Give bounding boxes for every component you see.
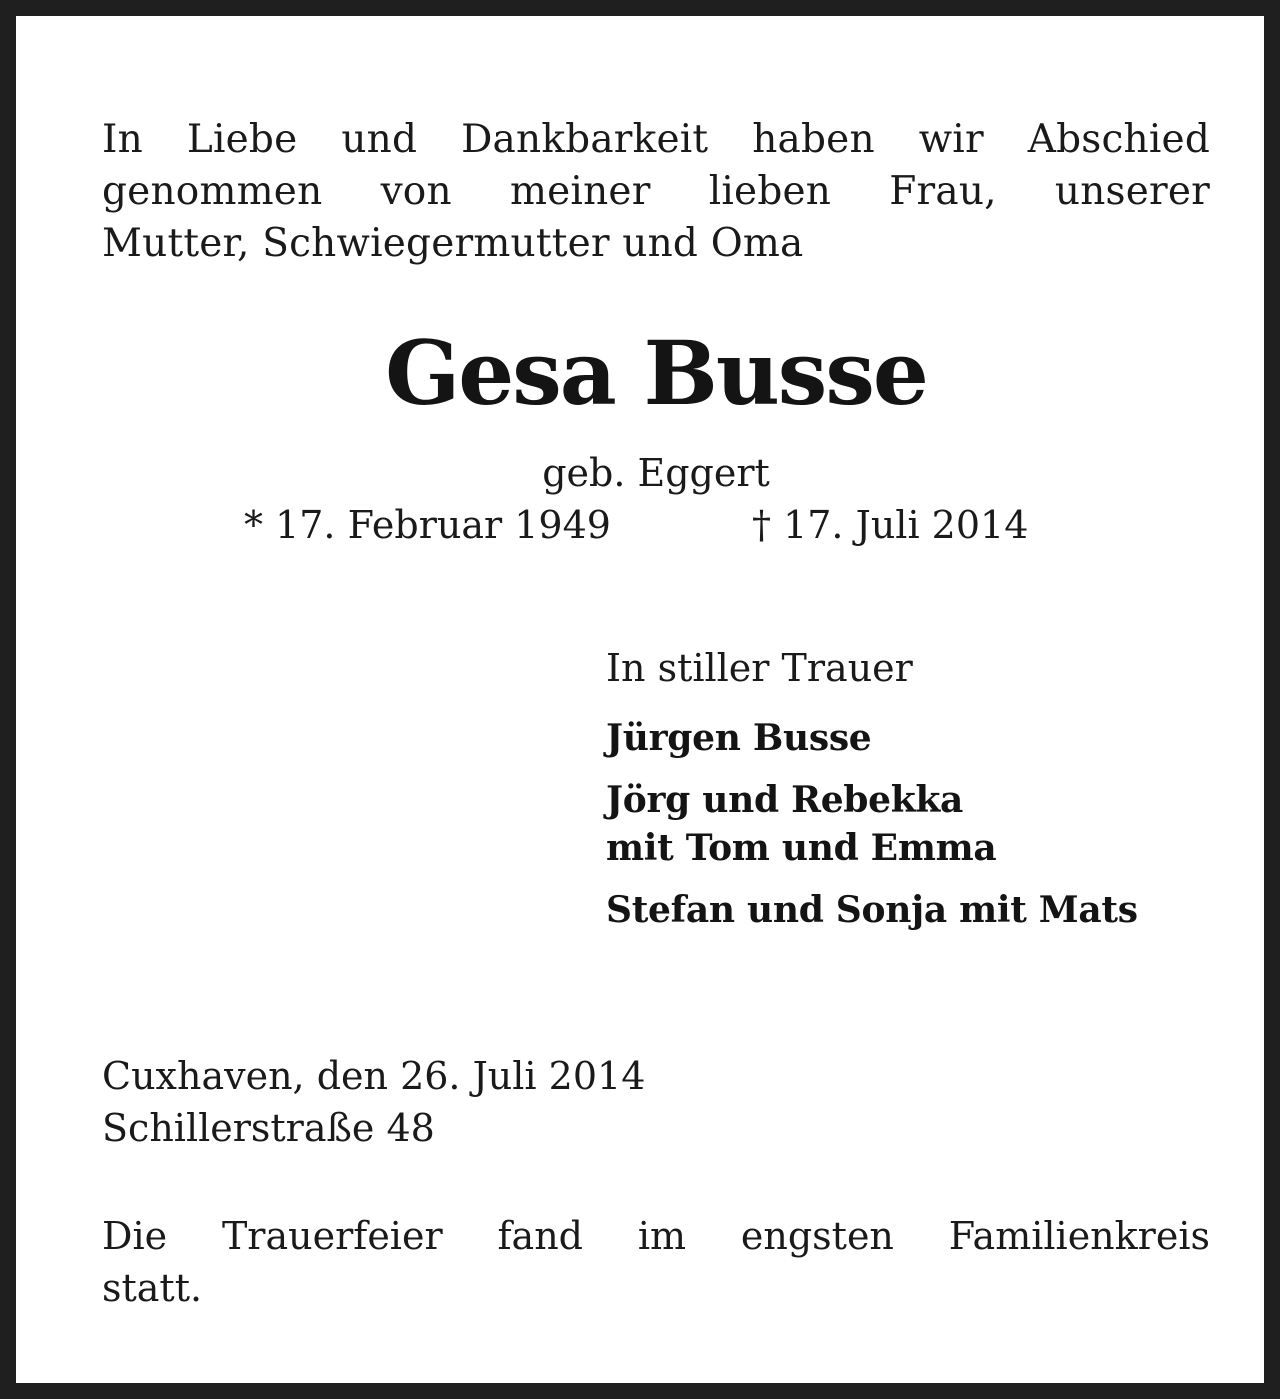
intro-line: In Liebe und Dankbarkeit haben wir Abschied <box>102 117 1210 162</box>
mourner-name: Jürgen Busse <box>606 717 872 759</box>
intro-text <box>102 114 1210 270</box>
mourning-heading: In stiller Trauer <box>606 646 913 690</box>
place-and-date <box>102 1050 645 1154</box>
closing-line: Die Trauerfeier fand im engsten Familienkreis <box>102 1214 1210 1258</box>
mourner-name: Stefan und Sonja mit Mats <box>606 889 1138 931</box>
death-date: † 17. Juli 2014 <box>752 503 1029 547</box>
mourner-entry <box>606 776 1226 872</box>
mourner-name: mit Tom und Emma <box>606 827 997 869</box>
birth-date: * 17. Februar 1949 <box>244 503 611 547</box>
deceased-name: Gesa Busse <box>385 321 927 425</box>
mourner-entry <box>606 886 1226 934</box>
city-date: Cuxhaven, den 26. Juli 2014 <box>102 1054 646 1098</box>
mourner-entry <box>606 714 1226 762</box>
intro-line: genommen von meiner lieben Frau, unserer <box>102 169 1210 214</box>
closing-text <box>102 1210 1210 1314</box>
mourner-name: Jörg und Rebekka <box>606 779 964 821</box>
mourners-block <box>606 644 1226 948</box>
closing-line: statt. <box>102 1266 203 1310</box>
address: Schillerstraße 48 <box>102 1106 435 1150</box>
maiden-name: geb. Eggert <box>542 451 770 495</box>
intro-line: Mutter, Schwiegermutter und Oma <box>102 221 804 266</box>
